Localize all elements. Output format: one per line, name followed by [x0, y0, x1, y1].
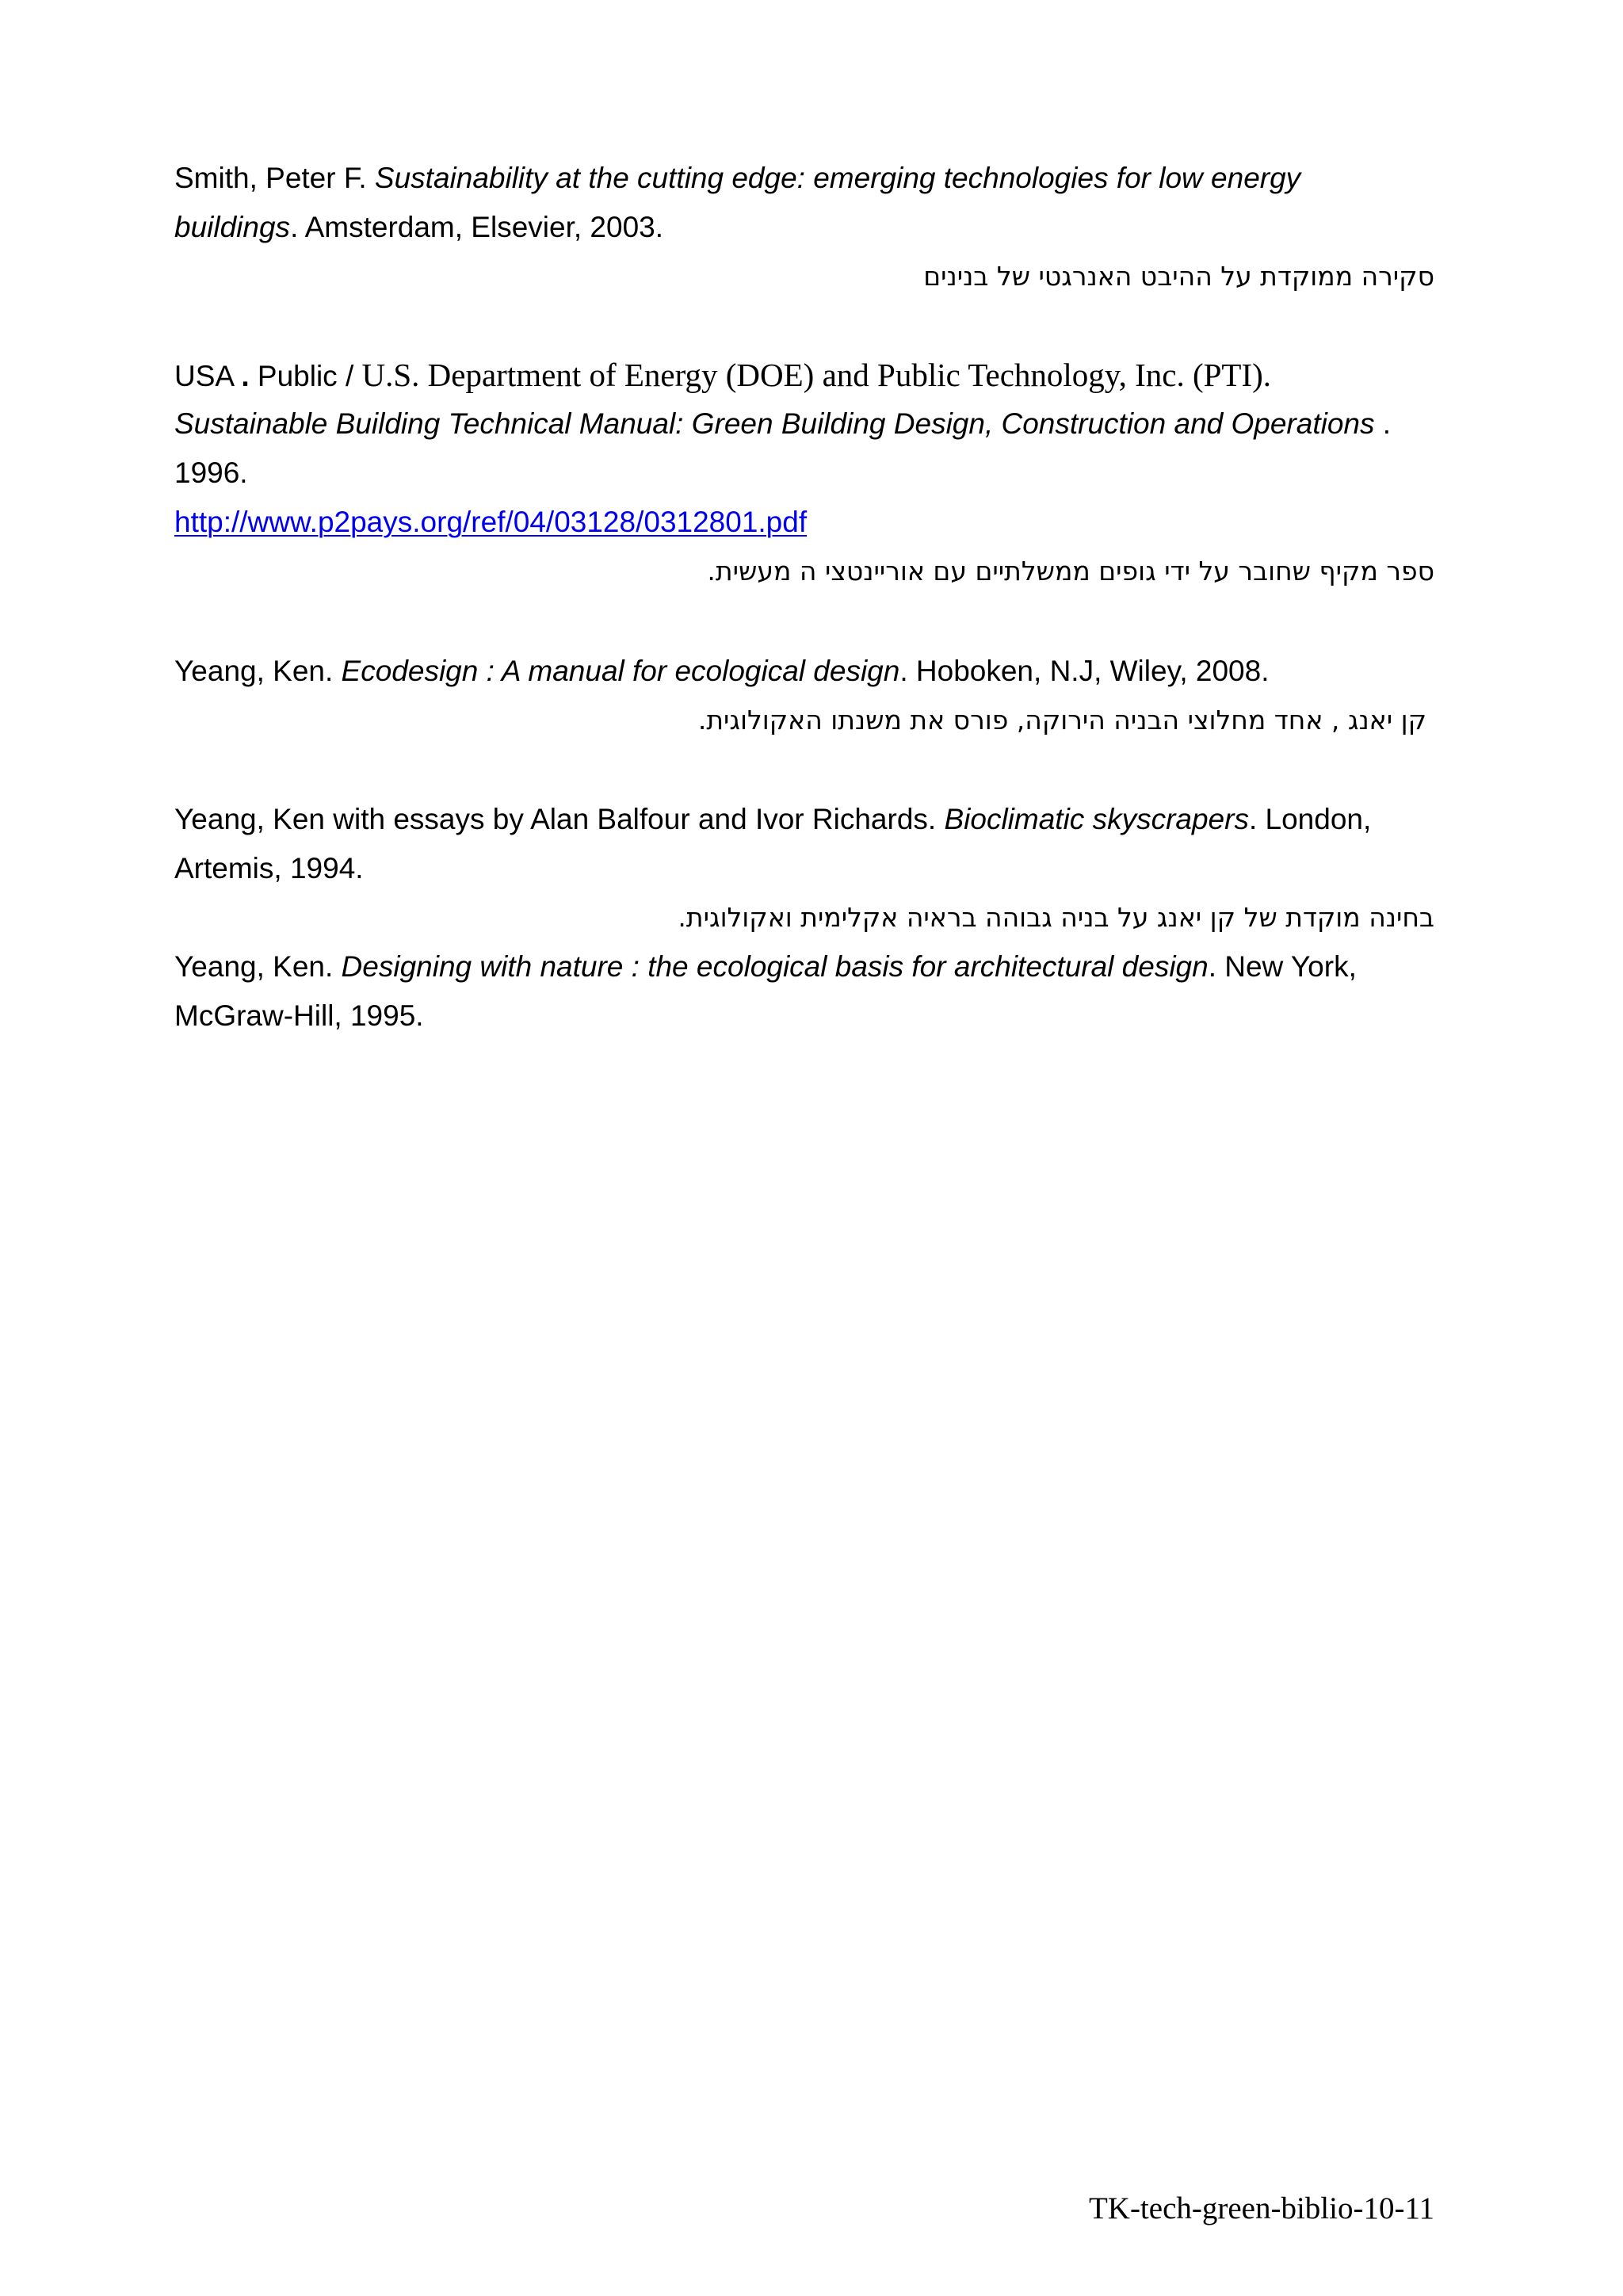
ref-skyscrapers-title: Bioclimatic skyscrapers [944, 803, 1249, 835]
ref-doe-dot: . [241, 360, 250, 392]
ref-ecodesign-note: קן יאנג , אחד מחלוצי הבניה הירוקה, פורס את משנתו האקולוגית. [697, 705, 1426, 735]
ref-skyscrapers-line2: Artemis, 1994. [174, 852, 364, 884]
ref-doe-org: U.S. Department of Energy (DOE) and Public Technology, Inc. (PTI). [361, 357, 1272, 393]
ref-smith-author: Smith, Peter F. [174, 162, 375, 194]
ref-doe-line2 [174, 399, 1434, 449]
ref-skyscrapers-line1 [174, 795, 1434, 844]
ref-skyscrapers-note: בחינה מוקדת של קן יאנג על בניה גבוהה בראיה אקלימית ואקולוגית. [678, 902, 1434, 933]
ref-smith-line1 [174, 154, 1434, 203]
ref-doe-prefix: USA [174, 360, 242, 392]
ref-skyscrapers-publisher: . London, [1248, 803, 1372, 835]
ref-ecodesign-publisher: . Hoboken, N.J, Wiley, 2008. [899, 655, 1270, 687]
ref-smith-title-cont: buildings [174, 211, 291, 243]
ref-doe-year: 1996. [174, 457, 248, 489]
ref-smith-publisher: . Amsterdam, Elsevier, 2003. [290, 211, 663, 243]
ref-smith-line2 [174, 203, 1434, 252]
ref-ecodesign-title: Ecodesign : A manual for ecological design [341, 655, 900, 687]
ref-nature-author: Yeang, Ken. [174, 950, 342, 983]
ref-skyscrapers-author: Yeang, Ken with essays by Alan Balfour and Ivor Richards. [174, 803, 945, 835]
ref-doe-note: ספר מקיף שחובר על ידי גופים ממשלתיים עם אוריינטצי ה מעשית. [707, 556, 1434, 586]
ref-ecodesign-line1 [174, 647, 1434, 696]
ref-smith-title: Sustainability at the cutting edge: emerging technologies for low energy [374, 162, 1301, 194]
ref-doe-title: Sustainable Building Technical Manual: Green Building Design, Construction and Operations [174, 407, 1375, 440]
ref-nature-line2: McGraw-Hill, 1995. [174, 999, 424, 1032]
ref-doe-url-line [174, 498, 1434, 547]
ref-nature-line1 [174, 942, 1434, 991]
ref-doe-public: Public / [249, 360, 362, 392]
ref-ecodesign-author: Yeang, Ken. [174, 655, 342, 687]
ref-doe-line1 [174, 350, 1434, 401]
ref-nature-publisher: . New York, [1208, 950, 1357, 983]
page-footer-label: TK-tech-green-biblio-10-11 [1088, 2191, 1434, 2225]
ref-nature-title: Designing with nature : the ecological basis for architectural design [341, 950, 1209, 983]
ref-doe-url-link[interactable]: http://www.p2pays.org/ref/04/03128/0312801.pdf [174, 506, 808, 538]
ref-smith-note: סקירה ממוקדת על ההיבט האנרגטי של בנינים [923, 261, 1434, 292]
ref-doe-title-tail: . [1374, 407, 1392, 440]
